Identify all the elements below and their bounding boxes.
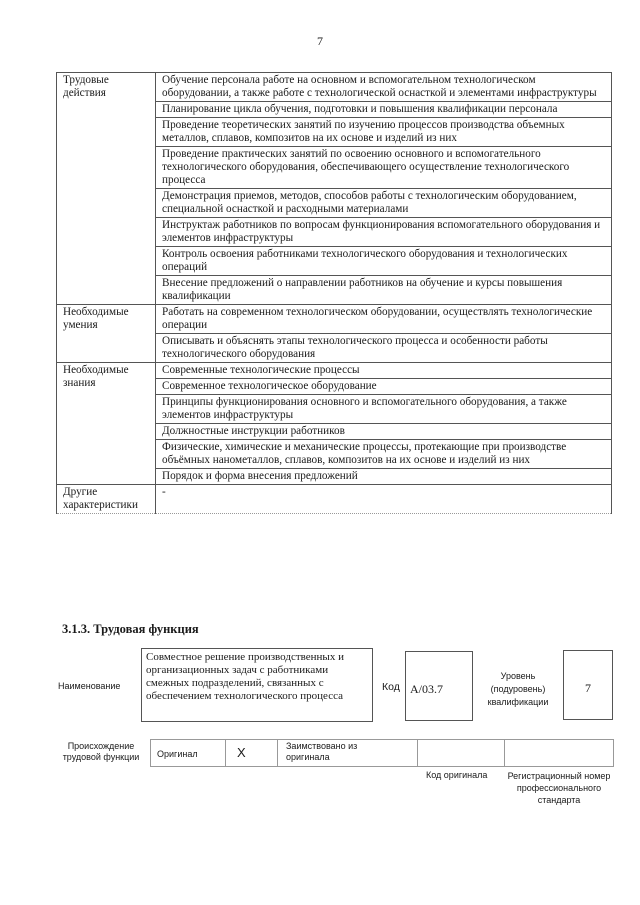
row-group-label: Другие характеристики — [57, 485, 156, 514]
table-row — [57, 305, 612, 334]
origin-cell-code-original — [418, 740, 505, 766]
row-group-label: Необходимые знания — [57, 363, 156, 485]
origin-cell-mark — [226, 740, 278, 766]
table-cell: Современные технологические процессы — [156, 363, 612, 379]
table-cell: Принципы функционирования основного и вспомогательного оборудования, а также элементов инфраструктуры — [156, 395, 612, 424]
table-cell: Демонстрация приемов, методов, способов работы с технологическим оборудованием, специальной оснасткой и расходными материалами — [156, 189, 612, 218]
original-label: Оригинал — [157, 749, 198, 759]
table-cell: Внесение предложений о направлении работников на обучение и курсы повышения квалификации — [156, 276, 612, 305]
borrowed-label: Заимствовано из оригинала — [286, 741, 358, 762]
level-label: Уровень (подуровень) квалификации — [487, 671, 549, 707]
table-cell: Должностные инструкции работников — [156, 424, 612, 440]
table-cell: Описывать и объяснять этапы технологического процесса и особенности работы технологического оборудования — [156, 334, 612, 363]
table-cell: Обучение персонала работе на основном и вспомогательном технологическом оборудовании, а также работе с технологической оснасткой и элементами инфраструктуры — [156, 73, 612, 102]
labor-actions-table — [56, 72, 612, 514]
qualification-level-box: 7 — [563, 650, 613, 720]
row-group-label: Трудовые действия — [57, 73, 156, 305]
row-group-label: Необходимые умения — [57, 305, 156, 363]
table-cell: Проведение теоретических занятий по изучению процессов производства объемных металлов, сплавов, композитов на их основе и изделий из них — [156, 118, 612, 147]
name-label: Наименование — [58, 681, 121, 691]
reg-number-label: Регистрационный номер профессионального стандарта — [507, 771, 611, 805]
table-cell: Планирование цикла обучения, подготовки и повышения квалификации персонала — [156, 102, 612, 118]
table-cell: - — [156, 485, 612, 514]
original-mark: X — [237, 745, 246, 760]
code-original-label: Код оригинала — [426, 770, 488, 780]
function-code-box: A/03.7 — [405, 651, 473, 721]
table-cell: Инструктаж работников по вопросам функционирования вспомогательного оборудования и элементов инфраструктуры — [156, 218, 612, 247]
table-cell: Порядок и форма внесения предложений — [156, 469, 612, 485]
origin-cell-reg-number — [505, 740, 615, 766]
origin-label: Происхождение трудовой функции — [62, 741, 140, 762]
code-label: Код — [382, 681, 400, 693]
table-cell: Физические, химические и механические процессы, протекающие при производстве объёмных нанометаллов, сплавов, композитов на их основе и изделий из них — [156, 440, 612, 469]
table-cell: Работать на современном технологическом оборудовании, осуществлять технологические операции — [156, 305, 612, 334]
page-number: 7 — [317, 34, 323, 48]
table-row — [57, 485, 612, 514]
section-heading: 3.1.3. Трудовая функция — [62, 622, 199, 636]
table-row — [57, 73, 612, 102]
table-cell: Современное технологическое оборудование — [156, 379, 612, 395]
function-name-box: Совместное решение производственных и организационных задач с работниками смежных подразделений, связанных с обеспечением технологического процесса — [141, 648, 373, 722]
table-cell: Контроль освоения работниками технологического оборудования и технологических операций — [156, 247, 612, 276]
table-row — [57, 363, 612, 379]
table-cell: Проведение практических занятий по освоению основного и вспомогательного технологического оборудования, обеспечивающего осуществление технологического процесса — [156, 147, 612, 189]
